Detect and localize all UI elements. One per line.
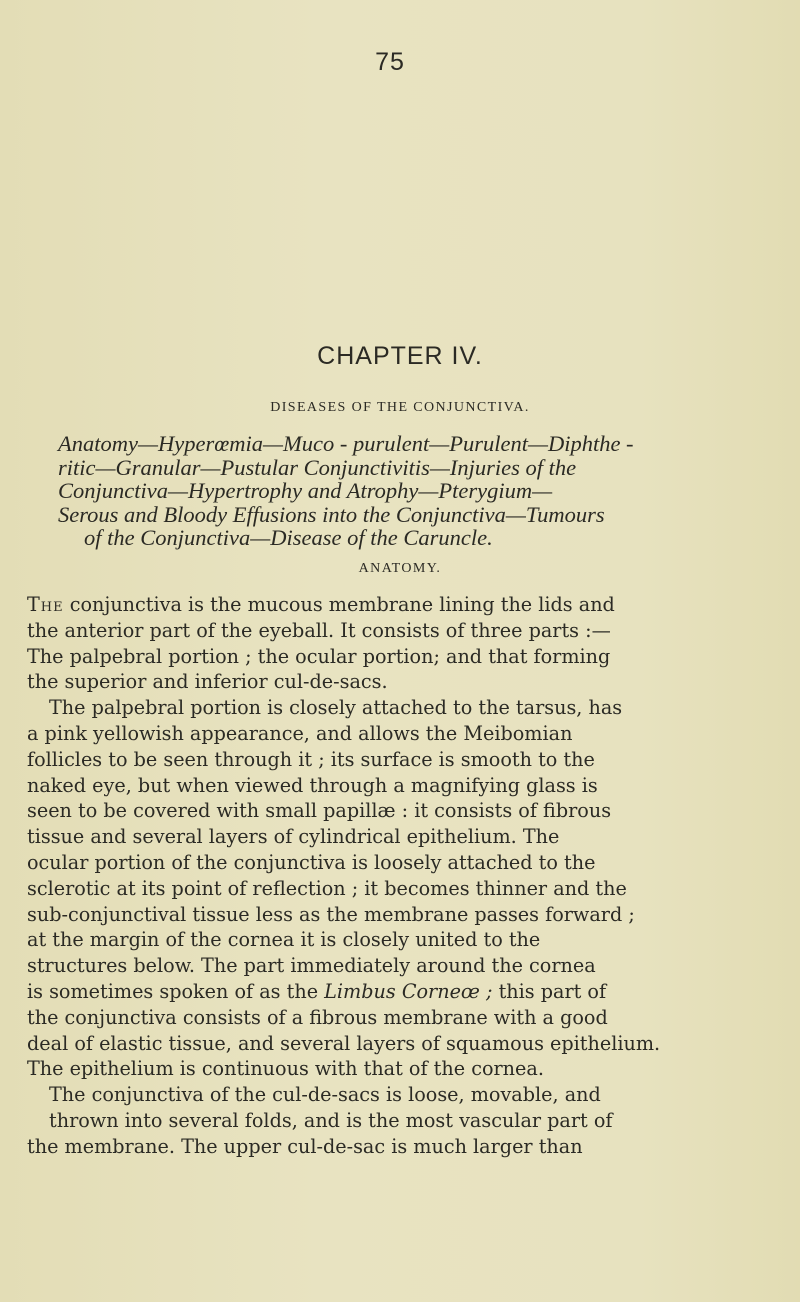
body-line: the membrane. The upper cul-de-sac is much larger than <box>27 1134 583 1158</box>
chapter-subtitle: DISEASES OF THE CONJUNCTIVA. <box>270 400 530 415</box>
body-line: a pink yellowish appearance, and allows the Meibomian <box>27 721 573 745</box>
section-heading: ANATOMY. <box>358 561 442 576</box>
lead-word: The <box>27 593 64 616</box>
body-line: the superior and inferior cul-de-sacs. <box>27 670 388 694</box>
body-line: thrown into several folds, and is the most vascular part of <box>49 1108 613 1132</box>
contents-line: Serous and Bloody Effusions into the Conjunctiva—Tumours <box>58 501 605 527</box>
chapter-contents-summary <box>58 432 773 550</box>
body-text <box>27 592 782 1160</box>
contents-line: Conjunctiva—Hypertrophy and Atrophy—Pterygium— <box>58 478 553 503</box>
body-line: naked eye, but when viewed through a magnifying glass is <box>27 773 598 797</box>
body-line: follicles to be seen through it ; its surface is smooth to the <box>27 747 595 771</box>
body-line: seen to be covered with small papillæ : it consists of fibrous <box>27 799 612 823</box>
body-line: The epithelium is continuous with that of the cornea. <box>27 1057 544 1081</box>
paragraph-start-line: The palpebral portion is closely attached to the tarsus, has <box>49 696 623 720</box>
body-line: deal of elastic tissue, and several layers of squamous epithelium. <box>27 1031 661 1055</box>
chapter-title: CHAPTER IV. <box>317 342 483 370</box>
contents-line: Anatomy—Hyperœmia—Muco - purulent—Purulent—Diphthe - <box>58 431 634 456</box>
body-line: the conjunctiva consists of a fibrous membrane with a good <box>27 1005 608 1029</box>
body-line: sclerotic at its point of reflection ; it becomes thinner and the <box>27 876 627 900</box>
body-line: at the margin of the cornea it is closely united to the <box>27 928 541 952</box>
body-line: sub-conjunctival tissue less as the membrane passes forward ; <box>27 902 635 926</box>
body-line: The conjunctiva is the mucous membrane lining the lids and <box>27 593 615 616</box>
body-line: the anterior part of the eyeball. It consists of three parts :— <box>27 618 611 642</box>
body-line: ocular portion of the conjunctiva is loosely attached to the <box>27 850 596 874</box>
body-line: tissue and several layers of cylindrical epithelium. The <box>27 825 560 849</box>
paragraph-start-line: The conjunctiva of the cul-de-sacs is loose, movable, and <box>49 1083 601 1107</box>
contents-line: ritic—Granular—Pustular Conjunctivitis—Injuries of the <box>58 454 577 480</box>
body-line: structures below. The part immediately around the cornea <box>27 954 596 978</box>
limbus-corneae-term: Limbus Corneœ ; <box>324 979 493 1003</box>
page-number: 75 <box>375 48 405 76</box>
body-line: is sometimes spoken of as the Limbus Corneœ ; this part of <box>27 979 607 1003</box>
body-line: The palpebral portion ; the ocular portion; and that forming <box>27 644 611 668</box>
contents-line: of the Conjunctiva—Disease of the Caruncle. <box>84 525 493 550</box>
